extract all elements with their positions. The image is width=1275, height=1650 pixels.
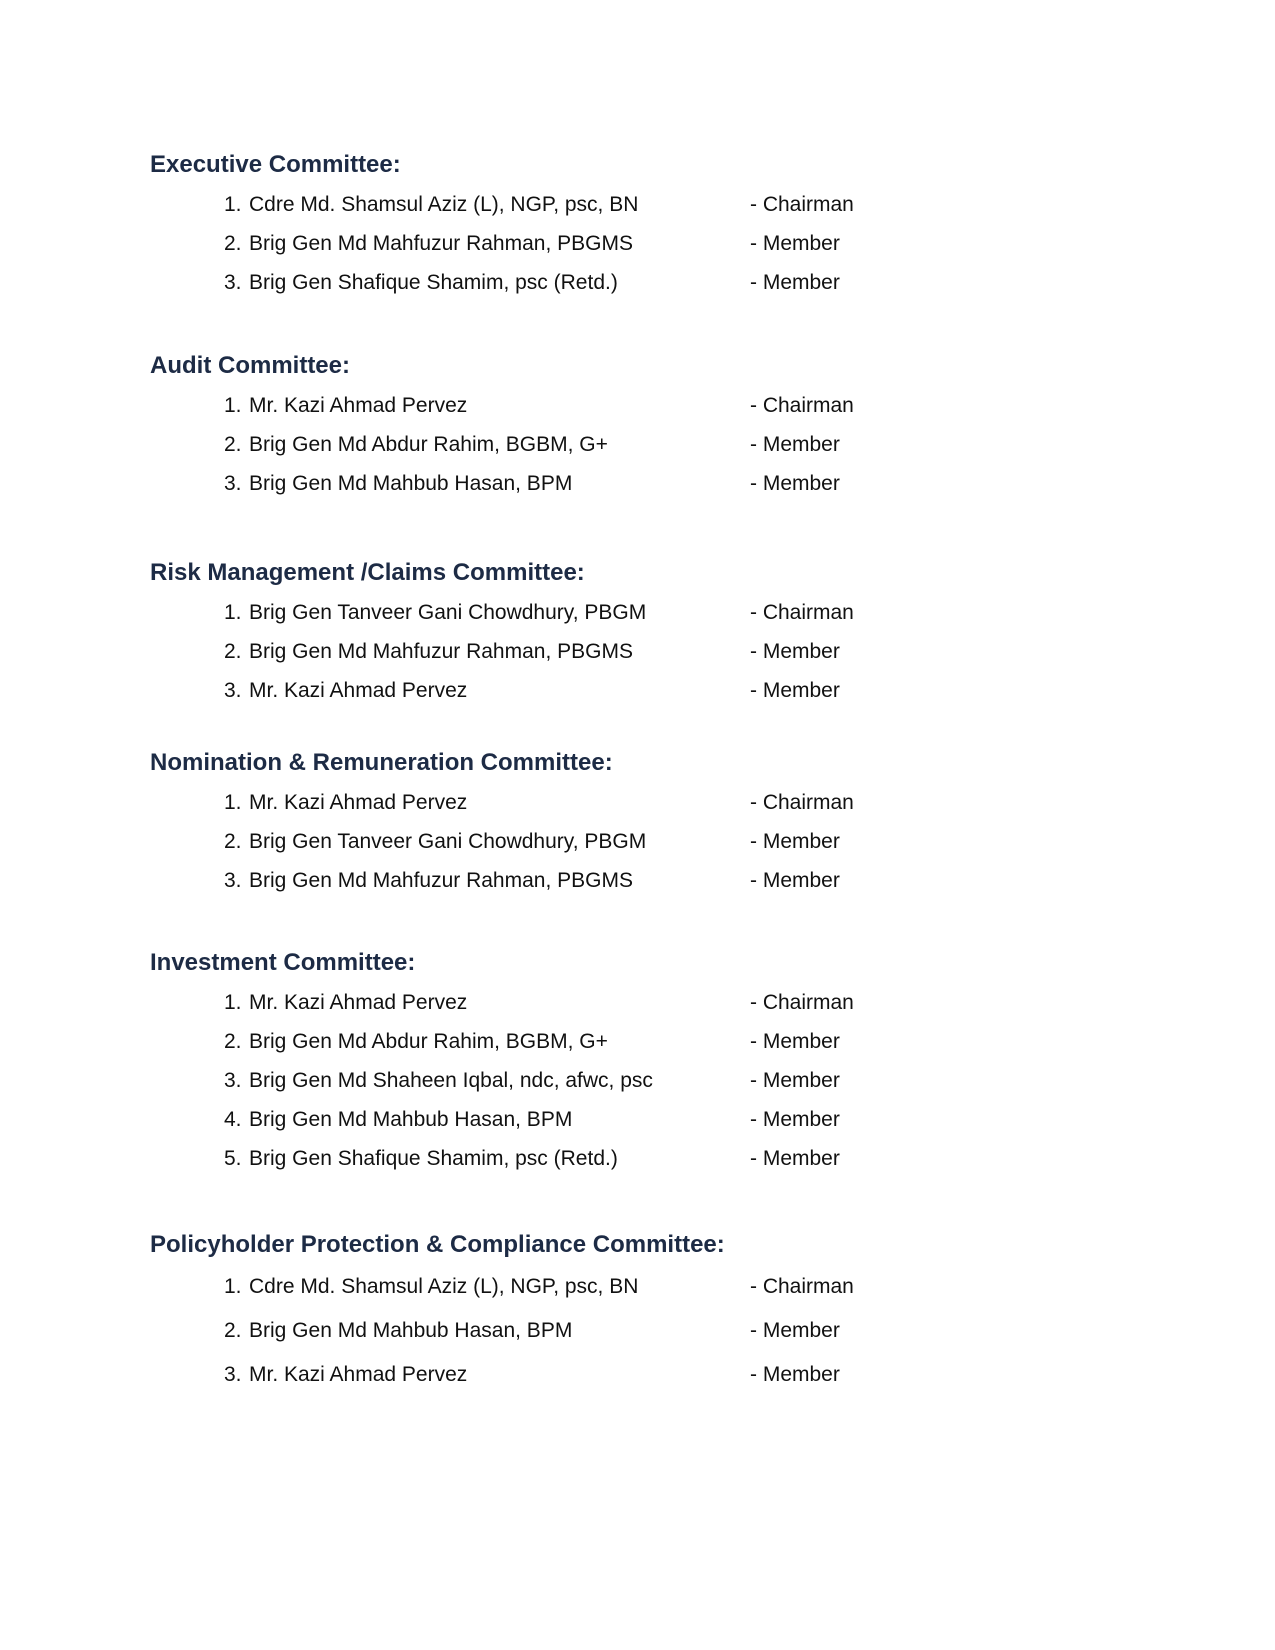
member-role: - Member [750,232,840,255]
member-row [150,464,1050,503]
member-number: 2. [224,1319,242,1342]
member-row [150,263,1050,302]
member-role: - Member [750,679,840,702]
committee-title: Policyholder Protection & Compliance Committee: [150,1231,725,1258]
member-role: - Chairman [750,791,854,814]
member-row [150,1061,1050,1100]
member-role: - Member [750,1030,840,1053]
member-role: - Chairman [750,193,854,216]
member-role: - Member [750,1319,840,1342]
member-row [150,861,1050,900]
member-number: 3. [224,679,242,702]
member-number: 1. [224,394,242,417]
member-role: - Member [750,1363,840,1386]
committee-title: Investment Committee: [150,949,416,976]
member-name: Mr. Kazi Ahmad Pervez [249,991,468,1014]
member-role: - Member [750,472,840,495]
member-number: 2. [224,232,242,255]
member-name: Mr. Kazi Ahmad Pervez [249,1363,468,1386]
committee-policyholder-protection [150,1229,1050,1397]
member-row [150,1265,1050,1309]
member-role: - Member [750,640,840,663]
member-row [150,224,1050,263]
member-number: 3. [224,869,242,892]
member-role: - Chairman [750,394,854,417]
member-number: 1. [224,193,242,216]
member-number: 1. [224,601,242,624]
member-role: - Chairman [750,1275,854,1298]
member-name: Brig Gen Md Abdur Rahim, BGBM, G+ [249,433,608,456]
member-row [150,1139,1050,1178]
member-name: Brig Gen Md Mahfuzur Rahman, PBGMS [249,869,633,892]
member-number: 1. [224,1275,242,1298]
member-name: Brig Gen Md Abdur Rahim, BGBM, G+ [249,1030,608,1053]
member-row [150,1022,1050,1061]
member-name: Brig Gen Tanveer Gani Chowdhury, PBGM [249,601,647,624]
member-row [150,983,1050,1022]
member-number: 2. [224,433,242,456]
member-number: 3. [224,271,242,294]
member-row [150,593,1050,632]
member-row [150,822,1050,861]
member-number: 3. [224,1069,242,1092]
member-row [150,1353,1050,1397]
member-role: - Member [750,830,840,853]
member-number: 5. [224,1147,242,1170]
committee-executive [150,149,1050,302]
committee-audit [150,350,1050,503]
member-row [150,1309,1050,1353]
member-number: 1. [224,991,242,1014]
member-number: 3. [224,472,242,495]
member-row [150,425,1050,464]
committee-title: Nomination & Remuneration Committee: [150,749,613,776]
member-name: Mr. Kazi Ahmad Pervez [249,679,468,702]
committee-nomination-remuneration [150,747,1050,900]
member-name: Brig Gen Md Mahfuzur Rahman, PBGMS [249,640,633,663]
committee-title: Risk Management /Claims Committee: [150,559,585,586]
member-name: Brig Gen Shafique Shamim, psc (Retd.) [249,1147,618,1170]
member-name: Brig Gen Md Mahbub Hasan, BPM [249,472,573,495]
committee-investment [150,947,1050,1178]
member-name: Cdre Md. Shamsul Aziz (L), NGP, psc, BN [249,1275,639,1298]
committee-risk-management [150,557,1050,710]
member-name: Mr. Kazi Ahmad Pervez [249,791,468,814]
member-row [150,632,1050,671]
member-number: 2. [224,830,242,853]
member-role: - Member [750,1108,840,1131]
member-number: 3. [224,1363,242,1386]
member-name: Brig Gen Md Mahbub Hasan, BPM [249,1108,573,1131]
committee-title: Audit Committee: [150,352,350,379]
member-row [150,783,1050,822]
member-name: Mr. Kazi Ahmad Pervez [249,394,468,417]
member-name: Brig Gen Tanveer Gani Chowdhury, PBGM [249,830,647,853]
member-number: 4. [224,1108,242,1131]
member-name: Cdre Md. Shamsul Aziz (L), NGP, psc, BN [249,193,639,216]
member-role: - Member [750,271,840,294]
member-number: 2. [224,1030,242,1053]
member-name: Brig Gen Shafique Shamim, psc (Retd.) [249,271,618,294]
member-role: - Member [750,433,840,456]
member-role: - Member [750,869,840,892]
committee-title: Executive Committee: [150,151,401,178]
member-name: Brig Gen Md Mahbub Hasan, BPM [249,1319,573,1342]
member-row [150,1100,1050,1139]
member-role: - Member [750,1069,840,1092]
member-name: Brig Gen Md Shaheen Iqbal, ndc, afwc, psc [249,1069,653,1092]
member-role: - Chairman [750,991,854,1014]
member-number: 1. [224,791,242,814]
member-number: 2. [224,640,242,663]
member-role: - Member [750,1147,840,1170]
member-role: - Chairman [750,601,854,624]
member-row [150,671,1050,710]
member-name: Brig Gen Md Mahfuzur Rahman, PBGMS [249,232,633,255]
member-row [150,386,1050,425]
member-row [150,185,1050,224]
